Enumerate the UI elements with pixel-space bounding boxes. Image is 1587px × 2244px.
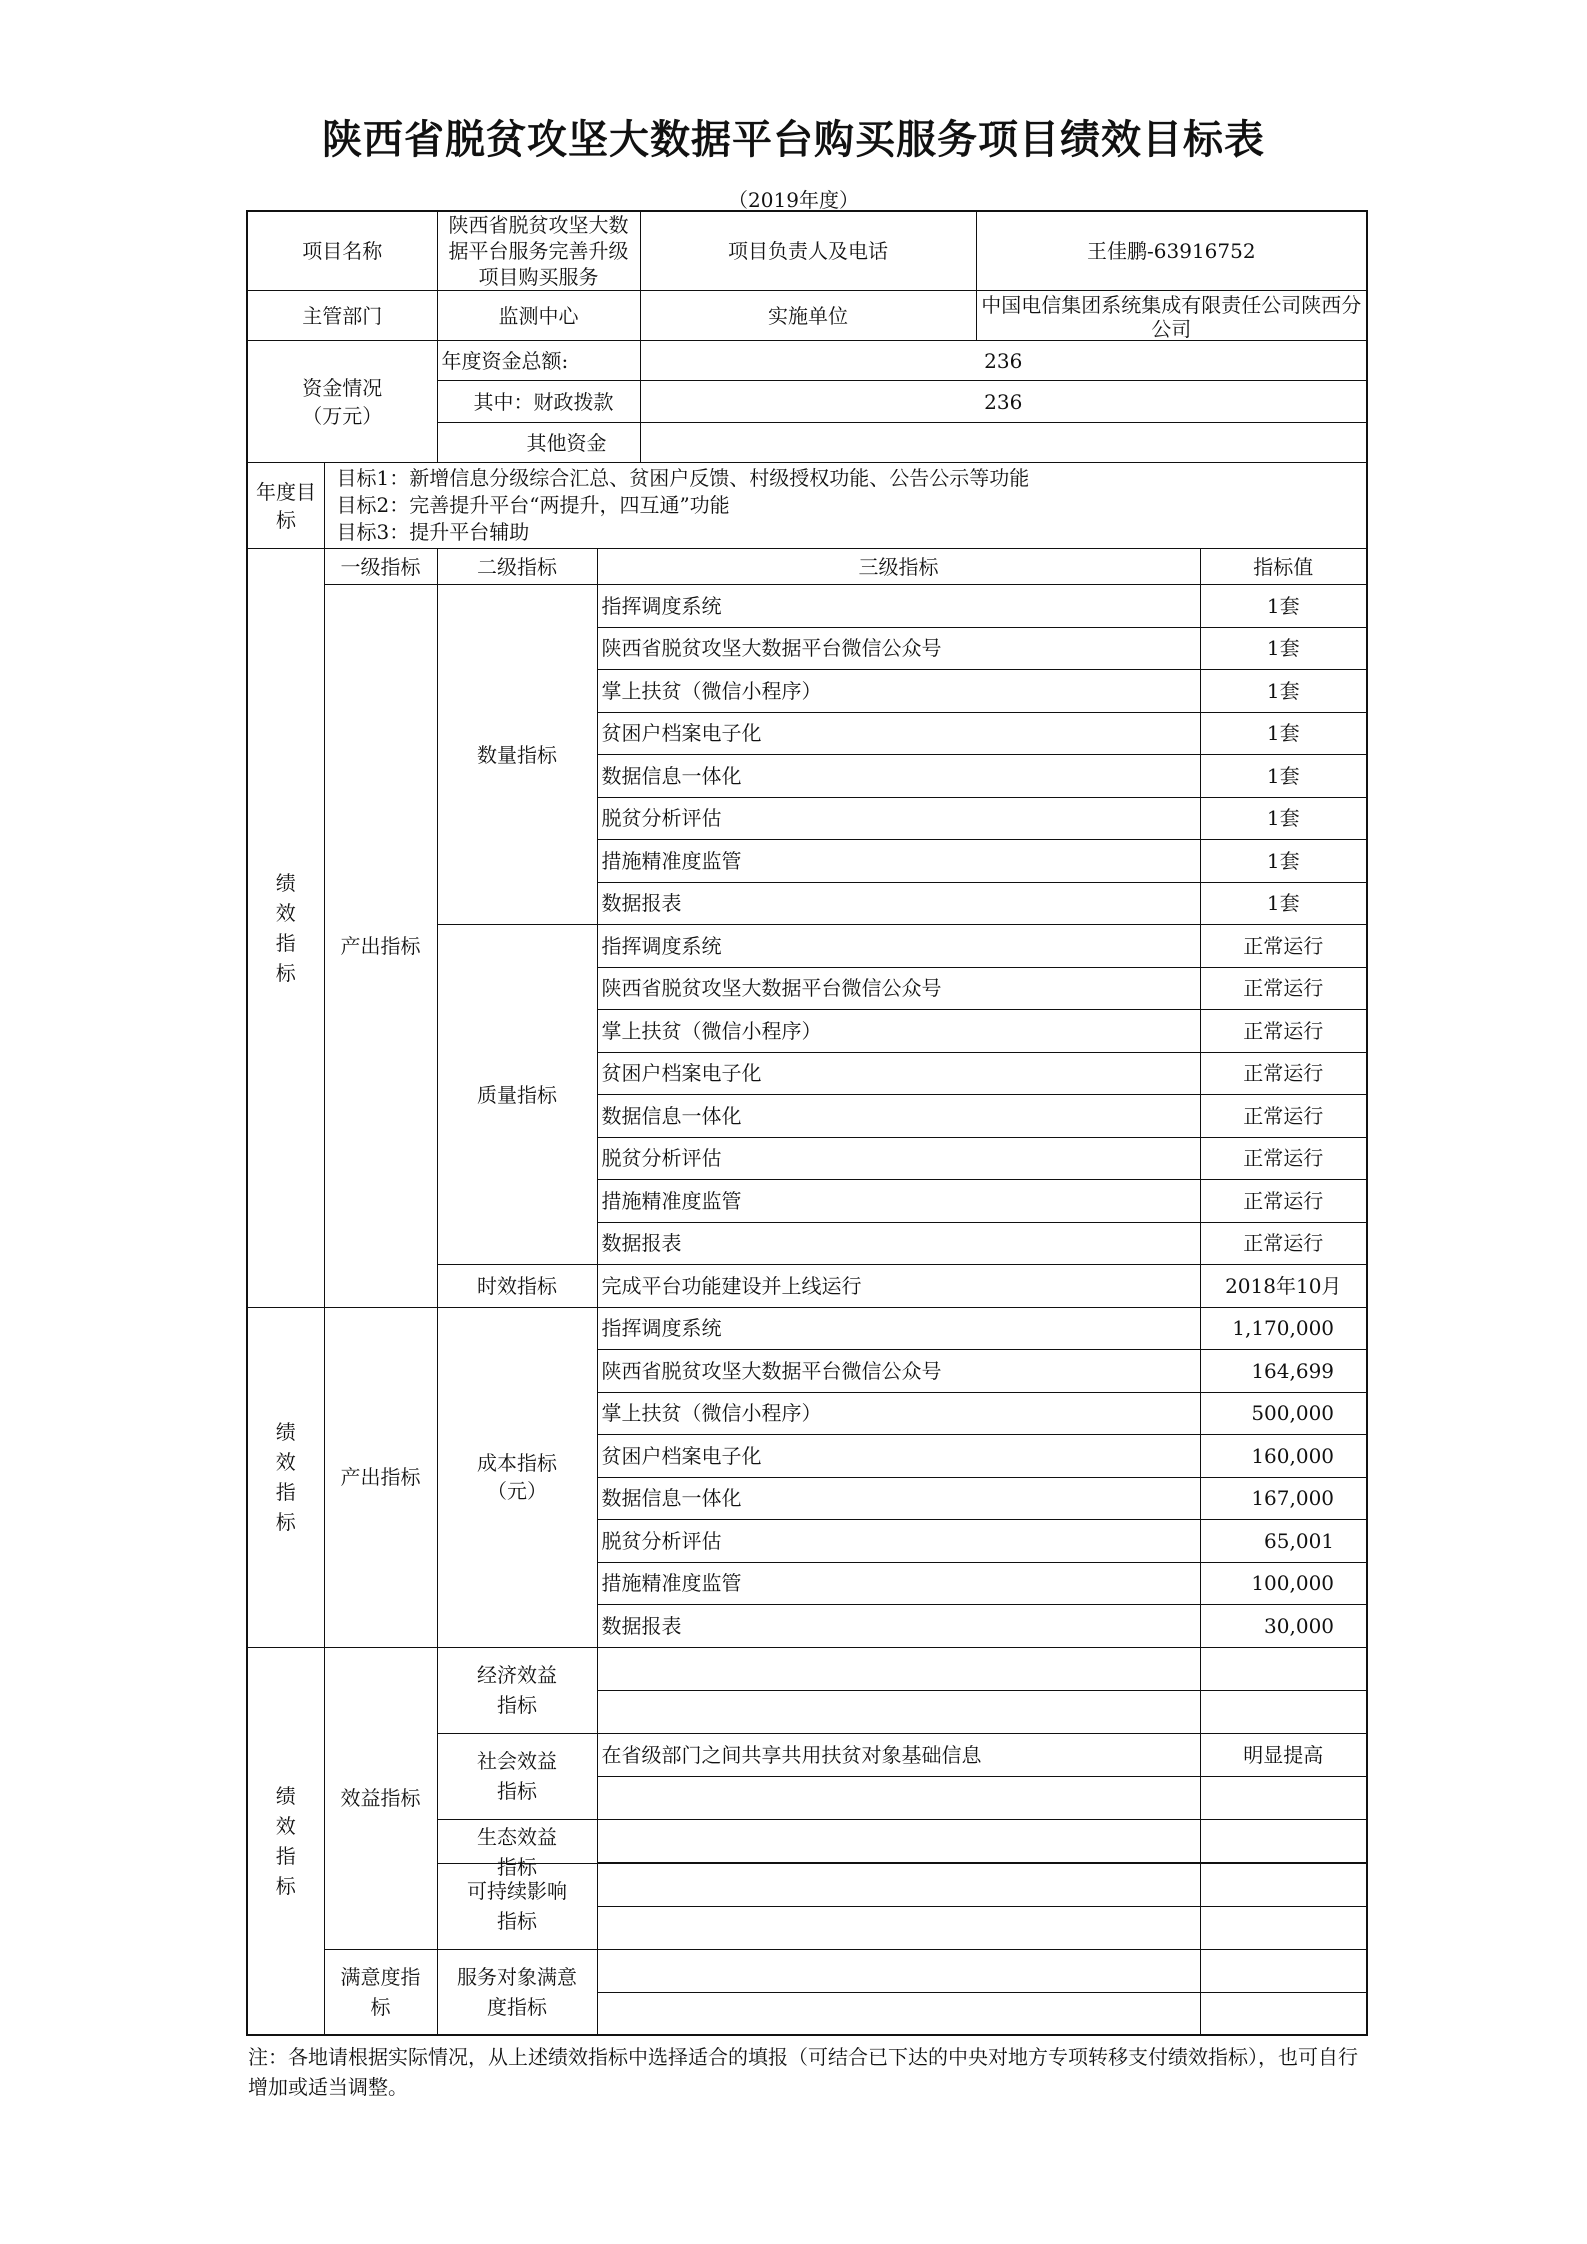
- indicator-name: 数据报表: [597, 1605, 1200, 1648]
- indicator-name: 陕西省脱贫攻坚大数据平台微信公众号: [597, 627, 1200, 670]
- indicator-value: 30,000: [1200, 1605, 1367, 1648]
- output-label: 产出指标: [324, 585, 437, 1308]
- impl-value: [976, 291, 1367, 341]
- indicator-name: [597, 1906, 1200, 1949]
- perf-label-1: [247, 549, 324, 1308]
- economic-label: [437, 1647, 597, 1733]
- indicator-value: 正常运行: [1200, 967, 1367, 1010]
- perf-label-2: [247, 1307, 324, 1647]
- col-value: 指标值: [1200, 549, 1367, 585]
- benefit-label: 效益指标: [324, 1647, 437, 1949]
- page-title: 陕西省脱贫攻坚大数据平台购买服务项目绩效目标表: [322, 117, 1265, 163]
- eco-label: [437, 1819, 597, 1879]
- indicator-name: [597, 1863, 1200, 1906]
- goal-item: 目标3：提升平台辅助: [336, 520, 530, 544]
- indicator-name: 陕西省脱贫攻坚大数据平台微信公众号: [597, 1350, 1200, 1393]
- indicator-name: 数据信息一体化: [597, 1477, 1200, 1520]
- indicator-name: 掌上扶贫（微信小程序）: [597, 1392, 1200, 1435]
- col-level3: 三级指标: [597, 549, 1200, 585]
- indicator-value: 1套: [1200, 797, 1367, 840]
- cost-label-text: 成本指标（元）: [477, 1451, 557, 1503]
- funds-total-label: 年度资金总额:: [437, 341, 640, 381]
- quantity-label: 数量指标: [437, 585, 597, 925]
- cost-label: [437, 1307, 597, 1647]
- indicator-name: 数据报表: [597, 882, 1200, 925]
- indicator-value: 1套: [1200, 882, 1367, 925]
- goal-item: 目标1：新增信息分级综合汇总、贫困户反馈、村级授权功能、公告公示等功能: [336, 466, 1030, 490]
- indicator-value: 1,170,000: [1200, 1307, 1367, 1350]
- indicator-name: 贫困户档案电子化: [597, 1435, 1200, 1478]
- indicator-name: [597, 1819, 1200, 1862]
- indicator-name: 脱贫分析评估: [597, 797, 1200, 840]
- indicator-name: 完成平台功能建设并上线运行: [597, 1265, 1200, 1308]
- satisfaction-label: [324, 1949, 437, 2035]
- economic-label-text: 经济效益指标: [477, 1663, 557, 1717]
- indicator-value: 500,000: [1200, 1392, 1367, 1435]
- service-label: [437, 1949, 597, 2035]
- indicator-value: 2018年10月: [1200, 1265, 1367, 1308]
- perf-label-text: 绩效指标: [275, 1420, 296, 1534]
- indicator-value: 1套: [1200, 755, 1367, 798]
- funds-fiscal-label: 其中：财政拨款: [437, 381, 640, 423]
- indicator-value: [1200, 1992, 1367, 2035]
- satisfaction-label-text: 满意度指标: [340, 1964, 421, 2019]
- indicator-value: 1套: [1200, 712, 1367, 755]
- indicator-name: 措施精准度监管: [597, 1562, 1200, 1605]
- indicator-value: [1200, 1647, 1367, 1690]
- impl-label: 实施单位: [640, 291, 976, 341]
- indicator-name: [597, 1647, 1200, 1690]
- indicator-name: 数据报表: [597, 1222, 1200, 1265]
- indicator-value: [1200, 1819, 1367, 1862]
- indicator-value: 正常运行: [1200, 1222, 1367, 1265]
- indicator-value: 1套: [1200, 840, 1367, 883]
- indicator-value: 164,699: [1200, 1350, 1367, 1393]
- indicator-value: [1200, 1906, 1367, 1949]
- indicator-name: 脱贫分析评估: [597, 1137, 1200, 1180]
- perf-label-text: 绩效指标: [275, 1783, 296, 1898]
- indicator-value: [1200, 1776, 1367, 1819]
- indicator-value: 65,001: [1200, 1520, 1367, 1563]
- indicator-name: 掌上扶贫（微信小程序）: [597, 670, 1200, 713]
- indicator-name: 指挥调度系统: [597, 585, 1200, 628]
- impl-text: 中国电信集团系统集成有限责任公司陕西分公司: [981, 292, 1362, 341]
- indicator-value: 正常运行: [1200, 1137, 1367, 1180]
- indicator-value: 正常运行: [1200, 1095, 1367, 1138]
- col-level1: 一级指标: [324, 549, 437, 585]
- indicator-name: [597, 1949, 1200, 1992]
- footnote: 注：各地请根据实际情况，从上述绩效指标中选择适合的填报（可结合已下达的中央对地方专项转移支付绩效指标），也可自行增加或适当调整。: [248, 2045, 1358, 2099]
- goal-item: 目标2：完善提升平台“两提升，四互通”功能: [336, 493, 730, 517]
- funds-label: [247, 341, 437, 463]
- funds-fiscal-value: 236: [640, 381, 1367, 423]
- dept-label: 主管部门: [247, 291, 437, 341]
- indicator-value: 167,000: [1200, 1477, 1367, 1520]
- indicator-value: 1套: [1200, 585, 1367, 628]
- indicator-name: 陕西省脱贫攻坚大数据平台微信公众号: [597, 967, 1200, 1010]
- indicator-name: 贫困户档案电子化: [597, 1052, 1200, 1095]
- indicator-name: 指挥调度系统: [597, 1307, 1200, 1350]
- funds-label-text: 资金情况（万元）: [302, 375, 383, 428]
- indicator-name: 指挥调度系统: [597, 925, 1200, 968]
- indicator-value: 160,000: [1200, 1435, 1367, 1478]
- indicator-name: [597, 1690, 1200, 1733]
- indicator-name: 在省级部门之间共享共用扶贫对象基础信息: [597, 1733, 1200, 1776]
- perf-label-text: 绩效指标: [275, 870, 296, 985]
- funds-other-value: [640, 423, 1367, 463]
- timeliness-label: 时效指标: [437, 1265, 597, 1308]
- output-label: 产出指标: [324, 1307, 437, 1647]
- indicator-value: 1套: [1200, 670, 1367, 713]
- goals-label: [247, 463, 324, 549]
- manager-label: 项目负责人及电话: [640, 211, 976, 291]
- indicator-value: 1套: [1200, 627, 1367, 670]
- goals-list: [324, 463, 1367, 549]
- quality-label: 质量指标: [437, 925, 597, 1265]
- social-label: [437, 1733, 597, 1819]
- manager-value: 王佳鹏-63916752: [976, 211, 1367, 291]
- sustain-label-text: 可持续影响指标: [467, 1879, 567, 1933]
- project-name-value: 陕西省脱贫攻坚大数据平台服务完善升级项目购买服务: [437, 211, 640, 291]
- indicator-value: 正常运行: [1200, 1180, 1367, 1223]
- indicator-value: 100,000: [1200, 1562, 1367, 1605]
- indicator-name: [597, 1776, 1200, 1819]
- performance-table: [246, 210, 1368, 2036]
- funds-other-label: 其他资金: [437, 423, 640, 463]
- indicator-name: 脱贫分析评估: [597, 1520, 1200, 1563]
- indicator-name: 数据信息一体化: [597, 755, 1200, 798]
- col-level2: 二级指标: [437, 549, 597, 585]
- indicator-value: 正常运行: [1200, 925, 1367, 968]
- indicator-value: [1200, 1949, 1367, 1992]
- dept-value: 监测中心: [437, 291, 640, 341]
- eco-label-text: 生态效益指标: [477, 1825, 557, 1879]
- indicator-value: [1200, 1863, 1367, 1906]
- project-name-label: 项目名称: [247, 211, 437, 291]
- fiscal-year: （2019年度）: [728, 188, 859, 212]
- indicator-name: 措施精准度监管: [597, 1180, 1200, 1223]
- indicator-value: 正常运行: [1200, 1052, 1367, 1095]
- indicator-value: [1200, 1690, 1367, 1733]
- indicator-name: 措施精准度监管: [597, 840, 1200, 883]
- sustain-label: [437, 1863, 597, 1949]
- indicator-name: [597, 1992, 1200, 2035]
- service-label-text: 服务对象满意度指标: [457, 1964, 577, 2019]
- funds-total-value: 236: [640, 341, 1367, 381]
- indicator-value: 正常运行: [1200, 1010, 1367, 1053]
- indicator-name: 掌上扶贫（微信小程序）: [597, 1010, 1200, 1053]
- social-label-text: 社会效益指标: [477, 1749, 557, 1803]
- goals-label-text: 年度目标: [256, 479, 316, 532]
- indicator-value: 明显提高: [1200, 1733, 1367, 1776]
- indicator-name: 贫困户档案电子化: [597, 712, 1200, 755]
- perf-label-3: [247, 1647, 324, 2035]
- indicator-name: 数据信息一体化: [597, 1095, 1200, 1138]
